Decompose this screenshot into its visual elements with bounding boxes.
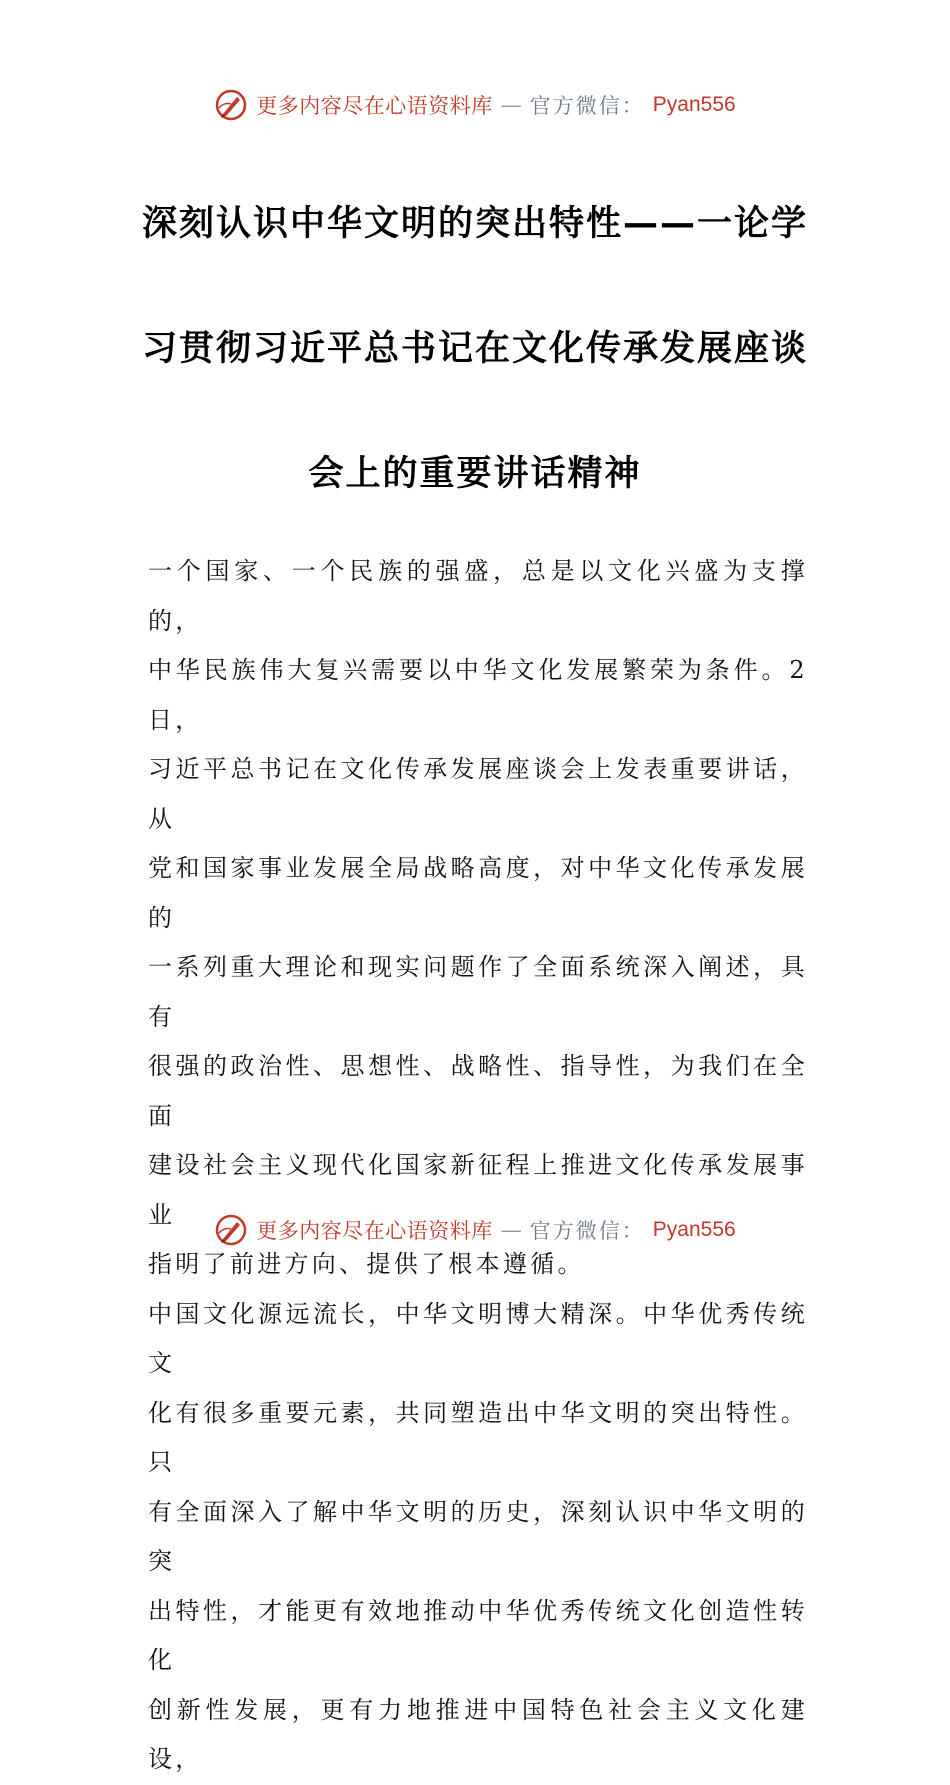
text-line: 出特性，才能更有效地推动中华优秀传统文化创造性转化 [148, 1596, 808, 1674]
title-line: 会上的重要讲话精神 [308, 454, 642, 494]
text-line: 一个国家、一个民族的强盛，总是以文化兴盛为支撑的， [148, 557, 808, 635]
footer-banner [0, 1205, 950, 1255]
pen-circle-logo-icon [214, 1213, 248, 1247]
title-line: 习贯彻习近平总书记在文化传承发展座谈 [141, 329, 808, 369]
text-line: 有全面深入了解中华文明的历史，深刻认识中华文明的突 [148, 1497, 808, 1575]
title-line: 深刻认识中华文明的突出特性——一论学 [141, 204, 808, 244]
text-line: 中华民族伟大复兴需要以中华文化发展繁荣为条件。2日， [148, 656, 808, 734]
text-line: 创新性发展，更有力地推进中国特色社会主义文化建设， [148, 1695, 808, 1773]
banner-slogan: 更多内容尽在心语资料库 [256, 94, 493, 118]
banner-separator: — [500, 93, 522, 117]
text-line: 习近平总书记在文化传承发展座谈会上发表重要讲话，从 [148, 755, 808, 833]
text-line: 一系列重大理论和现实问题作了全面系统深入阐述，具有 [148, 953, 808, 1031]
paragraph [148, 547, 808, 1290]
banner-slogan: 更多内容尽在心语资料库 [256, 1219, 493, 1243]
pen-circle-logo-icon [214, 88, 248, 122]
text-line: 建设社会主义现代化国家新征程上推进文化传承发展事业 [148, 1151, 808, 1229]
text-line: 党和国家事业发展全局战略高度，对中华文化传承发展的 [148, 854, 808, 932]
document-title [100, 162, 850, 537]
text-line: 指明了前进方向、提供了根本遵循。 [148, 1250, 585, 1278]
text-line: 很强的政治性、思想性、战略性、指导性，为我们在全面 [148, 1052, 808, 1130]
paragraph [148, 1290, 808, 1785]
document-body [148, 547, 808, 1785]
banner-wechat-id: Pyan556 [652, 1218, 736, 1241]
text-line: 化有很多重要元素，共同塑造出中华文明的突出特性。只 [148, 1398, 808, 1476]
header-banner [0, 80, 950, 130]
banner-wechat-label: 官方微信： [529, 1219, 645, 1243]
banner-wechat-label: 官方微信： [529, 94, 645, 118]
banner-separator: — [500, 1218, 522, 1242]
banner-wechat-id: Pyan556 [652, 93, 736, 116]
text-line: 中国文化源远流长，中华文明博大精深。中华优秀传统文 [148, 1299, 808, 1377]
